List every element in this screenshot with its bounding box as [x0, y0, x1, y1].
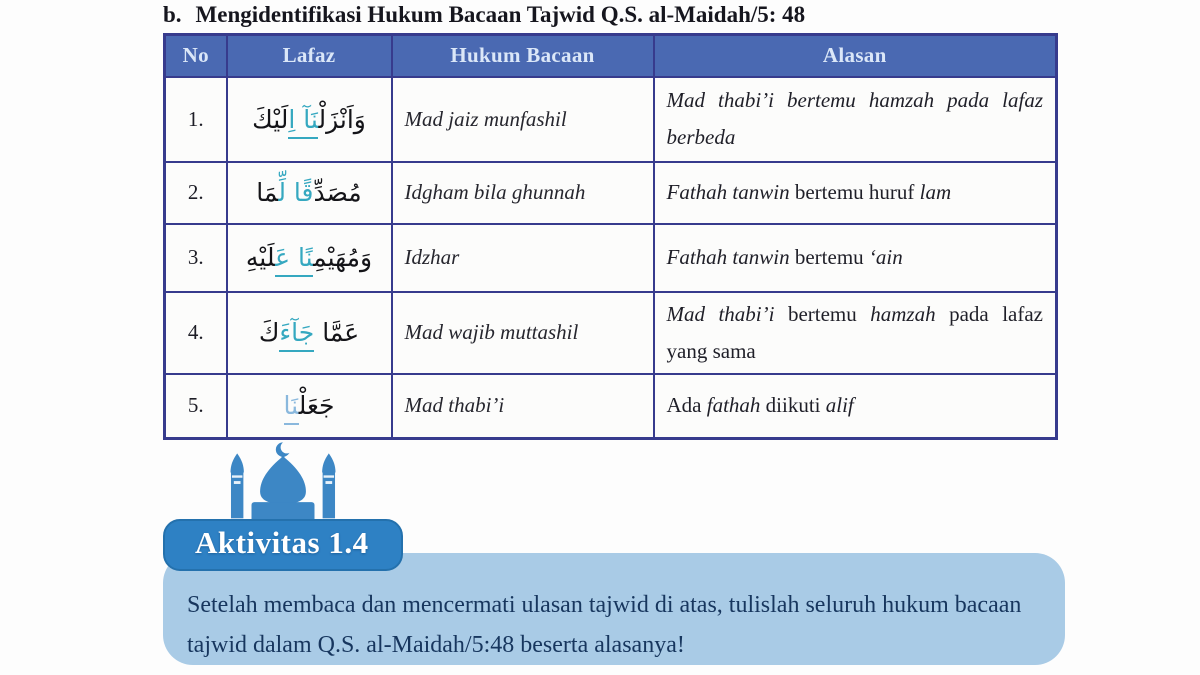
lafaz-arabic	[227, 374, 392, 439]
lafaz-before: مُصَدِّ	[313, 178, 362, 207]
alasan-segment: diikuti	[760, 393, 826, 418]
lafaz-after: كَ	[258, 318, 280, 347]
activity-instruction: Setelah membaca dan mencermati ulasan tajwid di atas, tulislah seluruh hukum bacaan tajwid dalam Q.S. al-Maidah/5:48 beserta alasanya!	[187, 592, 1022, 658]
alasan-segment: fathah	[706, 393, 761, 418]
lafaz-after: ‍مَا	[256, 178, 279, 207]
header-hukum-bacaan: Hukum Bacaan	[392, 35, 654, 77]
row-number: 4.	[165, 292, 227, 374]
hukum-bacaan: Idzhar	[392, 224, 654, 292]
table-row	[165, 224, 1057, 292]
mosque-icon	[220, 441, 346, 525]
header-lafaz: Lafaz	[227, 35, 392, 77]
hukum-bacaan: Mad thabi’i	[392, 374, 654, 439]
alasan	[654, 374, 1057, 439]
alasan-segment: Mad thabi’i bertemu hamzah pada lafaz berbeda	[666, 88, 1043, 149]
alasan	[654, 292, 1057, 374]
lafaz-arabic	[227, 224, 392, 292]
header-no: No	[165, 35, 227, 77]
table-header	[165, 35, 1057, 77]
lafaz-after: لَيْكَ	[252, 104, 289, 134]
table-row	[165, 162, 1057, 224]
row-number: 2.	[165, 162, 227, 224]
table-row	[165, 77, 1057, 162]
section-title	[163, 2, 1063, 28]
lafaz-arabic	[227, 77, 392, 162]
lafaz-arabic	[227, 162, 392, 224]
hukum-bacaan: Mad wajib muttashil	[392, 292, 654, 374]
alasan-segment: pada lafaz yang sama	[666, 301, 1044, 363]
alasan	[654, 162, 1057, 224]
alasan-segment: ‘ain	[868, 245, 903, 269]
alasan-segment: Fathah tanwin	[666, 245, 790, 269]
lafaz-before: وَمُهَيْمِ‍	[313, 243, 373, 272]
hukum-bacaan: Idgham bila ghunnah	[392, 162, 654, 224]
alasan-segment: Fathah tanwin	[666, 180, 790, 204]
alasan-segment: hamzah	[870, 301, 936, 326]
alasan	[654, 77, 1057, 162]
section-title-marker: b.	[163, 2, 182, 27]
activity-badge-label: Aktivitas 1.4	[195, 525, 369, 560]
tajwid-table	[163, 33, 1058, 440]
lafaz-highlight: ‍نَآ اِ	[288, 105, 318, 139]
alasan-segment: bertemu	[774, 301, 871, 326]
alasan-segment: bertemu	[789, 245, 869, 269]
hukum-bacaan: Mad jaiz munfashil	[392, 77, 654, 162]
lafaz-after: ‍لَيْهِ	[245, 243, 276, 272]
alasan-segment: Ada	[666, 393, 707, 418]
header-alasan: Alasan	[654, 35, 1057, 77]
lafaz-before: عَمَّا	[314, 318, 360, 347]
row-number: 5.	[165, 374, 227, 439]
alasan-segment: Mad thabi’i	[666, 301, 775, 326]
lafaz-arabic	[227, 292, 392, 374]
section-title-text: Mengidentifikasi Hukum Bacaan Tajwid Q.S. al-Maidah/5: 48	[195, 2, 806, 27]
lafaz-before: وَاَنْزَلْ‍	[318, 104, 366, 134]
lafaz-highlight: ‍نَا	[284, 391, 299, 425]
lafaz-highlight: جَآءَ	[279, 318, 314, 352]
table-row	[165, 292, 1057, 374]
table-row	[165, 374, 1057, 439]
lafaz-highlight: ‍نًا عَ‍	[275, 243, 313, 277]
activity-badge	[163, 519, 403, 571]
alasan	[654, 224, 1057, 292]
lafaz-before: جَعَلْ‍	[298, 391, 335, 421]
table-body	[165, 77, 1057, 439]
alasan-segment: lam	[919, 180, 952, 204]
row-number: 3.	[165, 224, 227, 292]
alasan-segment: bertemu huruf	[789, 180, 920, 204]
lafaz-highlight: قًا لِّ‍	[278, 178, 314, 207]
row-number: 1.	[165, 77, 227, 162]
alasan-segment: alif	[825, 393, 854, 418]
